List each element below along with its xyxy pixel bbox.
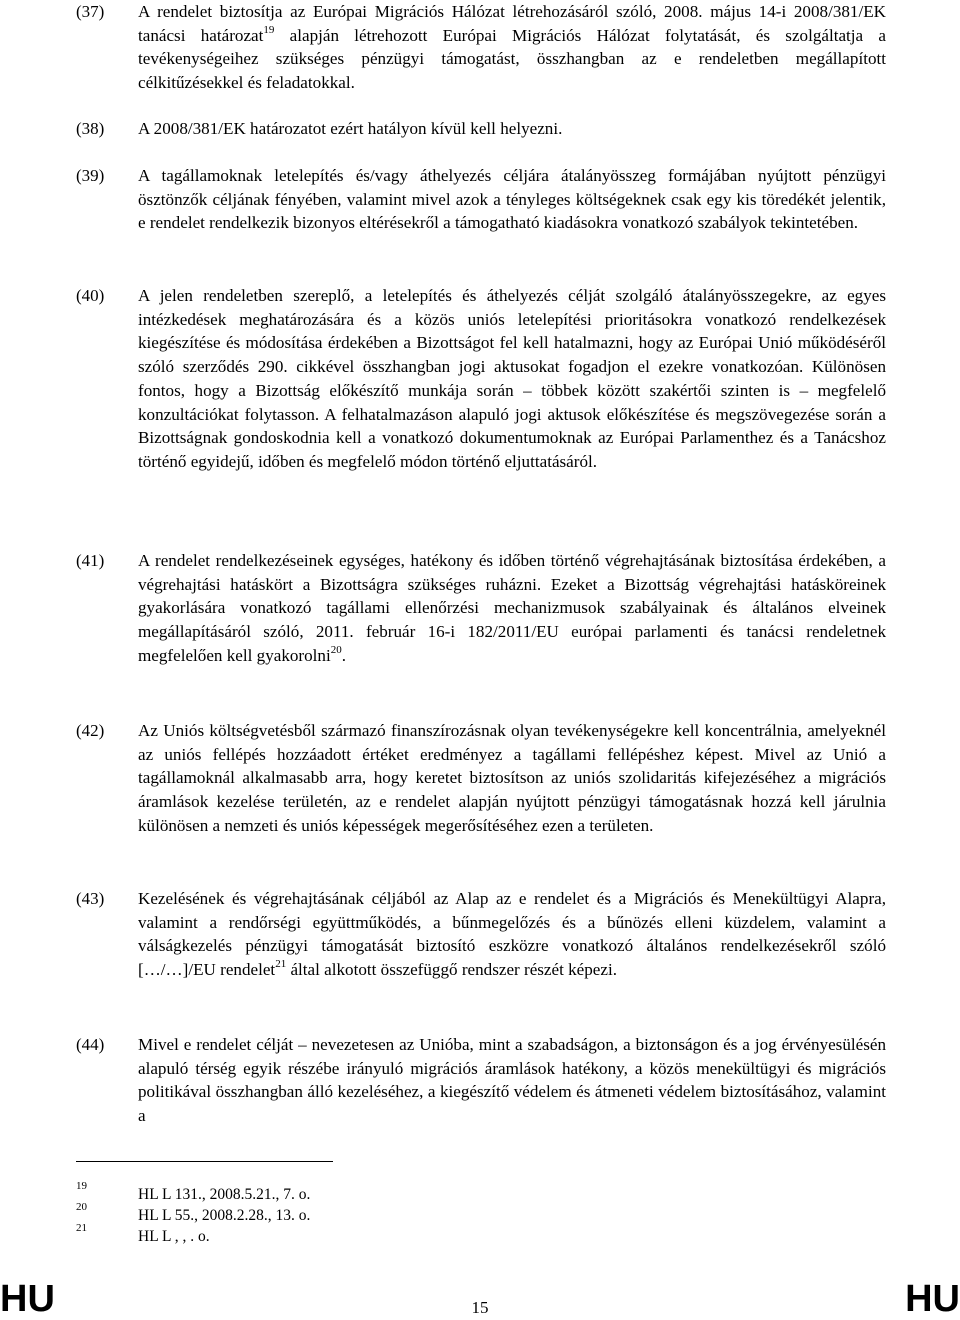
paragraph-text [138, 887, 886, 982]
paragraph-41 [76, 549, 886, 668]
paragraph-number: (39) [76, 166, 105, 185]
footnote-ref[interactable]: 19 [263, 24, 275, 37]
footnote-ref[interactable]: 21 [275, 958, 287, 971]
paragraph-number: (38) [76, 119, 105, 138]
paragraph-text: A jelen rendeletben szereplő, a letelepítés és áthelyezés célját szolgáló átalányösszegekre, az egyes intézkedések meghatározására és a közös uniós letelepítési prioritásokra vonatkozó rendelkezések kiegészítése és módosítása érdekében a Bizottságot fel kell hatalmazni, hogy az Európai Unió működéséről szóló szerződés 290. cikkével összhangban jogi aktusokat fogadjon el ezekre vonatkozóan. Különösen fontos, hogy a Bizottság előkészítő munkája során – többek között szakértői szinten is – megfelelő konzultációkat folytasson. A felhatalmazáson alapuló jogi aktusok előkészítése és megszövegezése során a Bizottságnak gondoskodnia kell a vonatkozó dokumentumoknak az Európai Parlamenthez és a Tanácshoz történő egyidejű, időben és megfelelő módon történő eljuttatásáról. [138, 286, 886, 471]
paragraph-number: (43) [76, 889, 105, 908]
page-number: 15 [471, 1298, 489, 1317]
footnote-19 [76, 1180, 576, 1204]
footer-language-right: HU [905, 1278, 960, 1320]
footnote-separator [76, 1161, 333, 1162]
footnote-20 [76, 1201, 576, 1225]
paragraph-text: Az Uniós költségvetésből származó finanszírozásnak olyan tevékenységekre kell koncentrálnia, amelyeknél az uniós fellépés hozzáadott értéket eredményez a tagállami fellépéshez képest. Mivel az Unió a tagállamoknál alkalmasabb arra, hogy keretet biztosítson az uniós szolidaritás kifejezéséhez a migrációs áramlások kezelése területén, az e rendelet alapján nyújtott pénzügyi támogatásnak hozzá kell járulnia különösen a nemzeti és uniós képességek megerősítéséhez ezen a területen. [138, 721, 886, 835]
paragraph-number: (37) [76, 2, 105, 21]
footnote-text: HL L 55., 2008.2.28., 13. o. [138, 1207, 311, 1224]
paragraph-number: (40) [76, 286, 105, 305]
paragraph-number: (41) [76, 551, 105, 570]
footnote-text: HL L 131., 2008.5.21., 7. o. [138, 1186, 311, 1203]
paragraph-38 [76, 117, 886, 141]
paragraph-text-part: által alkotott összefüggő rendszer részét képezi. [286, 960, 618, 980]
paragraph-text-part: A rendelet biztosítja az Európai Migrációs Hálózat létrehozásáról szóló, 2008. május 14-i 2008/381/EK tanácsi határozat [138, 2, 886, 45]
paragraph-text-part: Kezelésének és végrehajtásának céljából az Alap az e rendelet és a Migrációs és Menekültügyi Alapra, valamint a rendőrségi együttműködés, a bűnmegelőzés és a bűnözés elleni küzdelem, valamint a válságkezelés pénzügyi támogatását biztosító eszközre vonatkozó általános rendelkezésekről szóló […/…]/EU rendelet [138, 889, 886, 980]
paragraph-text: A tagállamoknak letelepítés és/vagy áthelyezés céljára átalányösszeg formájában nyújtott pénzügyi ösztönzők céljának fényében, valamint mivel azok a tényleges költségeknek csak egy kis töredékét jelentik, e rendelet rendelkezik bizonyos eltérésekről a támogatható kiadásokra vonatkozó szabályok tekintetében. [138, 166, 886, 233]
footnote-number: 20 [76, 1201, 87, 1213]
footnote-text: HL L , , . o. [138, 1228, 210, 1245]
footnote-ref[interactable]: 20 [330, 644, 342, 657]
paragraph-text-part: . [341, 645, 346, 665]
paragraph-text-part: A rendelet rendelkezéseinek egységes, hatékony és időben történő végrehajtásának biztosítása érdekében, a végrehajtási hatáskört a Bizottságra szükséges ruházni. Ezeket a Bizottság végrehajtási hatásköreinek gyakorlására vonatkozó tagállami ellenőrzési mechanizmusok szabályainak és általános elveinek megállapításáról szóló, 2011. február 16-i 182/2011/EU európai parlamenti és tanácsi rendeletnek megfelelően kell gyakorolni [138, 551, 886, 665]
footnote-number: 19 [76, 1180, 87, 1192]
paragraph-40 [76, 284, 886, 474]
paragraph-42 [76, 719, 886, 838]
paragraph-number: (42) [76, 721, 105, 740]
footer-language-left: HU [0, 1278, 55, 1320]
paragraph-text: A 2008/381/EK határozatot ezért hatályon kívül kell helyezni. [138, 119, 563, 138]
paragraph-text [138, 0, 886, 95]
paragraph-37 [76, 0, 886, 95]
footnote-21 [76, 1222, 576, 1246]
paragraph-text-part: alapján létrehozott Európai Migrációs Hálózat folytatását, és szolgáltatja a tevékenységeihez szükséges pénzügyi támogatást, összhangban az e rendeletben megállapított célkitűzésekkel és feladatokkal. [138, 25, 886, 93]
footnote-number: 21 [76, 1222, 87, 1234]
paragraph-number: (44) [76, 1035, 105, 1054]
paragraph-39 [76, 164, 886, 235]
paragraph-43 [76, 887, 886, 982]
paragraph-text: Mivel e rendelet célját – nevezetesen az Unióba, mint a szabadságon, a biztonságon és a jog érvényesülésén alapuló térség egyik részébe irányuló migrációs áramlások hatékony, a közös menekültügyi és migrációs politikával összhangban álló kezeléséhez, a kiegészítő védelem és átmeneti védelem biztosításához, valamint a [138, 1035, 886, 1126]
paragraph-text [138, 549, 886, 668]
paragraph-44 [76, 1033, 886, 1128]
